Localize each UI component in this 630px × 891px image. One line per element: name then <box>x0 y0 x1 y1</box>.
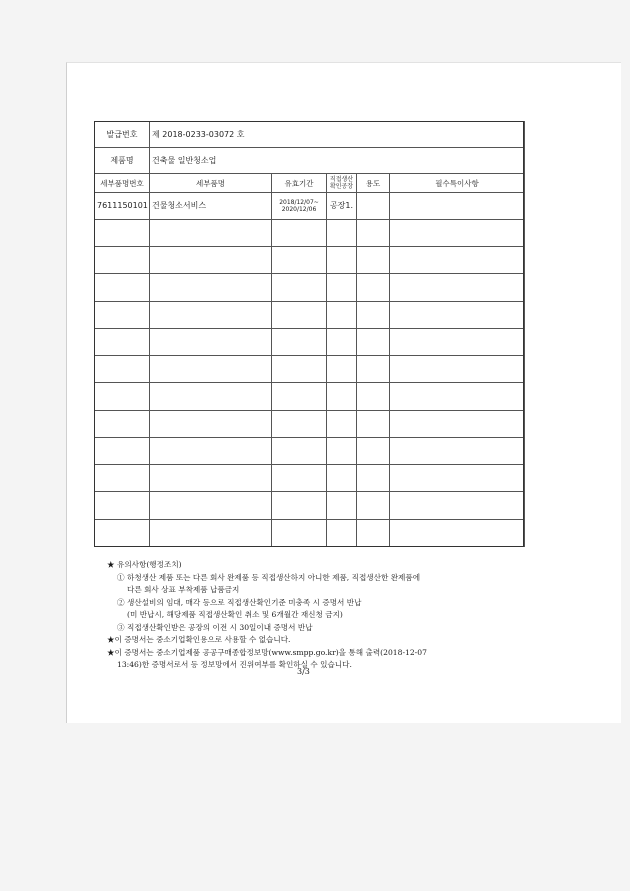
notes-item-2-cont: (미 반납시, 해당제품 직접생산확인 취소 및 6개월간 재신청 금지) <box>127 610 343 619</box>
notes-star-3-cont: 13:46)한 증명서로서 등 정보망에서 진위여부를 확인하실 수 있습니다. <box>117 660 352 669</box>
col-header-validity: 유효기간 <box>272 174 327 192</box>
table-outer-border <box>94 121 524 547</box>
row-factory: 공장1. <box>327 192 357 219</box>
notes-item-3: ③ 직접생산확인받은 공장의 이전 시 30일이내 증명서 반납 <box>117 622 313 632</box>
issue-no-label: 발급번호 <box>95 122 150 148</box>
col-header-factory: 직접생산 확인공장 <box>327 174 357 192</box>
col-header-notes: 필수특이사항 <box>390 174 525 192</box>
notes-item-1-cont: 다른 회사 상표 부착제품 납품금지 <box>127 585 240 594</box>
notes-item-1: ① 하청생산 제품 또는 다른 회사 완제품 등 직접생산하지 아니한 제품, 직접생산한 완제품에 <box>117 572 421 582</box>
notes-section <box>107 559 577 672</box>
col-header-name: 세부품명 <box>150 174 272 192</box>
col-header-use: 용도 <box>357 174 390 192</box>
col-header-code: 세부품명번호 <box>95 174 150 192</box>
row-validity: 2018/12/07~ 2020/12/06 <box>272 192 327 219</box>
document-page <box>66 62 621 723</box>
notes-star-3: ★이 증명서는 중소기업제품 공공구매종합정보망(www.smpp.go.kr)을 통해 출력(2018-12-07 <box>107 647 427 657</box>
product-name-value: 건축물 일반청소업 <box>150 148 525 174</box>
product-name-label: 제품명 <box>95 148 150 174</box>
notes-star-2: ★이 증명서는 중소기업확인용으로 사용할 수 없습니다. <box>107 635 291 644</box>
notes-item-2: ② 생산설비의 임대, 매각 등으로 직접생산확인기준 미충족 시 증명서 반납 <box>117 597 362 607</box>
row-name: 건물청소서비스 <box>150 192 272 219</box>
row-code: 7611150101 <box>95 192 150 219</box>
notes-title: ★ 유의사항(행정조치) <box>107 560 182 569</box>
issue-no-value: 제 2018-0233-03072 호 <box>150 122 525 148</box>
page-number: 3/3 <box>297 667 310 676</box>
